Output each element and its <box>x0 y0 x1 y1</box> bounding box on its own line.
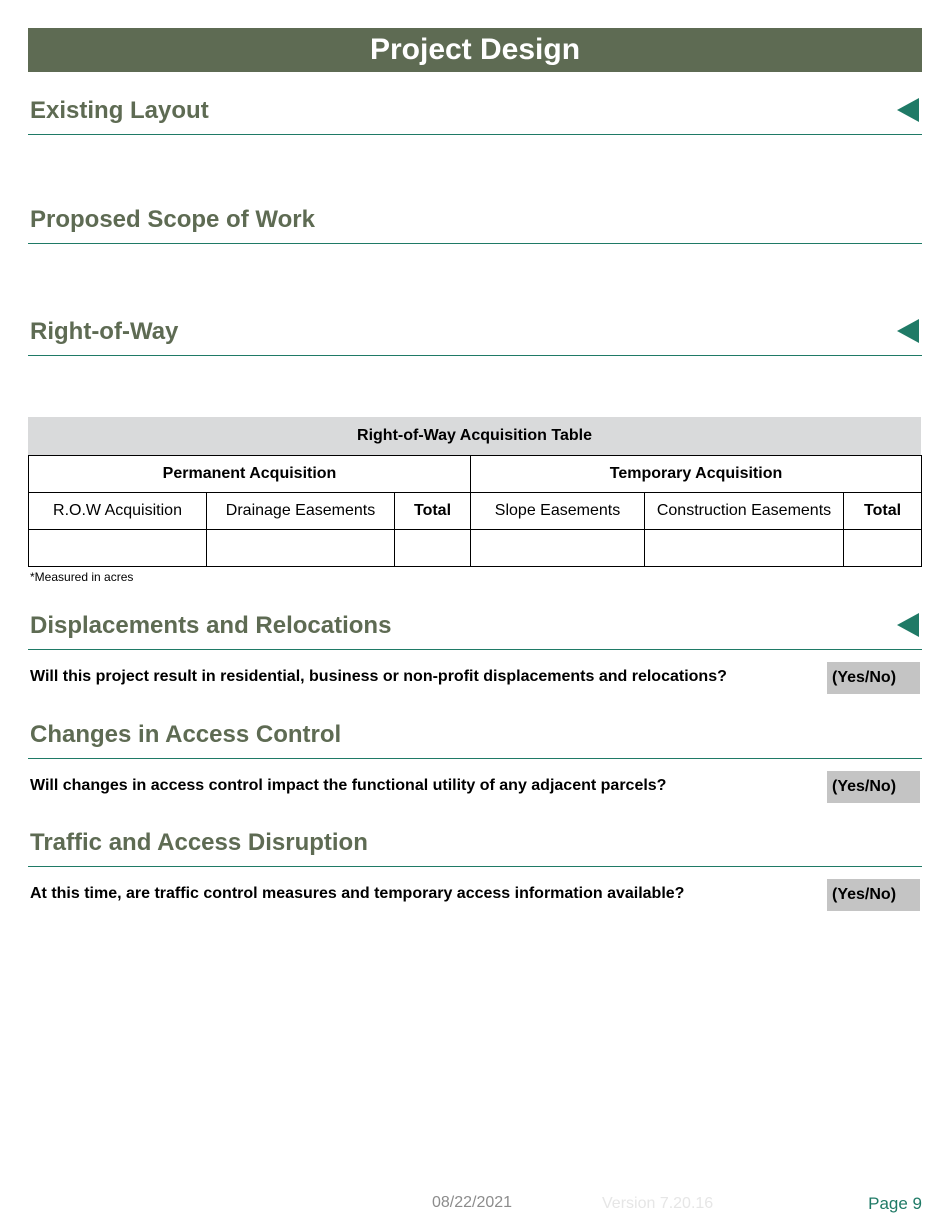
section-right-of-way <box>28 315 922 356</box>
group-permanent: Permanent Acquisition <box>29 456 471 493</box>
answer-access-control-field[interactable]: (Yes/No) <box>827 771 920 803</box>
col-drainage-easements: Drainage Easements <box>207 493 395 530</box>
col-slope-easements: Slope Easements <box>471 493 645 530</box>
section-traffic <box>28 826 922 867</box>
cell-temporary-total[interactable] <box>844 530 922 567</box>
col-temporary-total: Total <box>844 493 922 530</box>
collapse-triangle-icon[interactable] <box>897 98 919 122</box>
section-title: Traffic and Access Disruption <box>30 829 368 856</box>
section-title: Right-of-Way <box>30 318 179 345</box>
table-group-row <box>29 456 922 493</box>
answer-displacements-field[interactable]: (Yes/No) <box>827 662 920 694</box>
section-title: Changes in Access Control <box>30 721 342 748</box>
cell-slope-easements[interactable] <box>471 530 645 567</box>
question-displacements: Will this project result in residential, business or non-profit displacements and relocations? <box>30 668 727 685</box>
cell-permanent-total[interactable] <box>395 530 471 567</box>
table-header-row <box>29 493 922 530</box>
cell-drainage-easements[interactable] <box>207 530 395 567</box>
col-row-acquisition: R.O.W Acquisition <box>29 493 207 530</box>
footer-page-number: Page 9 <box>868 1194 922 1213</box>
table-footnote: *Measured in acres <box>30 570 134 584</box>
table-row <box>29 530 922 567</box>
acquisition-table-caption: Right-of-Way Acquisition Table <box>28 417 921 455</box>
section-proposed-scope <box>28 203 922 244</box>
question-traffic: At this time, are traffic control measures and temporary access information available? <box>30 885 685 902</box>
acquisition-table <box>28 455 922 567</box>
answer-traffic-field[interactable]: (Yes/No) <box>827 879 920 911</box>
section-access-control <box>28 718 922 759</box>
cell-row-acquisition[interactable] <box>29 530 207 567</box>
footer-version: Version 7.20.16 <box>602 1195 714 1212</box>
page-banner: Project Design <box>28 28 922 72</box>
col-permanent-total: Total <box>395 493 471 530</box>
cell-construction-easements[interactable] <box>645 530 844 567</box>
section-displacements <box>28 609 922 650</box>
section-title: Proposed Scope of Work <box>30 206 315 233</box>
collapse-triangle-icon[interactable] <box>897 613 919 637</box>
group-temporary: Temporary Acquisition <box>471 456 922 493</box>
footer-date: 08/22/2021 <box>432 1194 513 1211</box>
collapse-triangle-icon[interactable] <box>897 319 919 343</box>
section-existing-layout <box>28 94 922 135</box>
section-title: Existing Layout <box>30 97 209 124</box>
col-construction-easements: Construction Easements <box>645 493 844 530</box>
question-access-control: Will changes in access control impact the functional utility of any adjacent parcels? <box>30 777 667 794</box>
section-title: Displacements and Relocations <box>30 612 392 639</box>
